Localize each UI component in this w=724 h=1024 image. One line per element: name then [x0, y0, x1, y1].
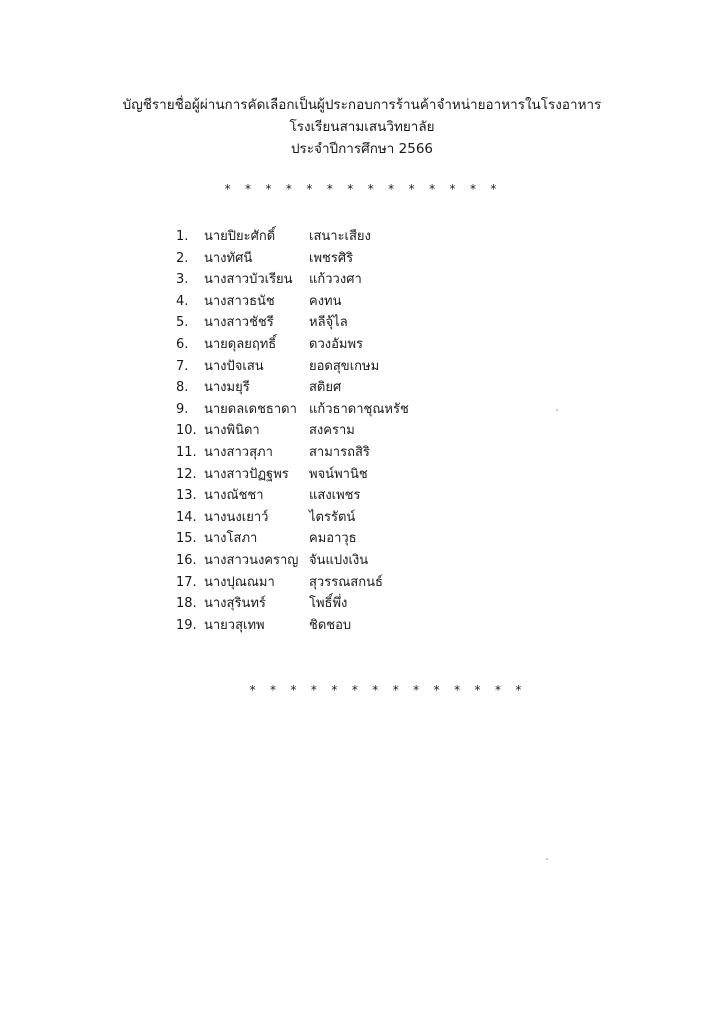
person-last-name: หลีจุ้ไล — [309, 315, 348, 331]
person-last-name: แก้ววงศา — [309, 272, 362, 288]
document-title: บัญชีรายชื่อผู้ผ่านการคัดเลือกเป็นผู้ประกอบการร้านค้าจำหน่ายอาหารในโรงอาหาร — [122, 97, 602, 113]
list-item — [176, 356, 476, 378]
first-name-text: นายปิยะศักดิ์ — [204, 229, 276, 244]
person-first-name — [176, 507, 268, 529]
person-last-name: พจน์พานิช — [309, 466, 368, 482]
first-name-text: นางปุณณมา — [204, 574, 275, 590]
person-first-name — [176, 593, 266, 615]
first-name-text: นางสาวสุภา — [204, 444, 273, 460]
list-item — [176, 334, 476, 356]
first-name-text: นางมยุรี — [204, 380, 250, 396]
first-name-text: นางทัศนี — [204, 250, 253, 266]
name-list — [176, 226, 476, 636]
divider-top: * * * * * * * * * * * * * * — [223, 182, 501, 196]
list-item — [176, 420, 476, 442]
person-last-name: คมอาวุธ — [309, 531, 357, 547]
person-last-name: สุวรรณสกนธ์ — [309, 574, 383, 590]
person-first-name — [176, 464, 289, 486]
list-item — [176, 399, 476, 421]
item-number: 13. — [176, 488, 197, 504]
person-last-name: สามารถสิริ — [309, 444, 370, 460]
first-name-text: นายดุลยฤทธิ์ — [204, 336, 277, 352]
person-first-name — [176, 269, 293, 291]
person-first-name — [176, 377, 250, 399]
list-item — [176, 550, 476, 572]
person-first-name — [176, 334, 276, 356]
person-last-name: ไตรรัตน์ — [309, 509, 356, 525]
list-item — [176, 464, 476, 486]
first-name-text: นางนงเยาว์ — [204, 509, 269, 525]
person-first-name — [176, 572, 275, 594]
item-number: 7. — [176, 358, 189, 374]
scan-speck — [556, 409, 558, 411]
first-name-text: นางสุรินทร์ — [204, 596, 266, 612]
person-last-name: โพธิ์พึ่ง — [309, 596, 348, 612]
first-name-text: นางณัชชา — [204, 488, 264, 504]
list-item — [176, 226, 476, 248]
item-number: 5. — [176, 315, 189, 331]
list-item — [176, 572, 476, 594]
first-name-text: นางสาวธนัช — [204, 293, 275, 309]
person-last-name: คงทน — [309, 293, 342, 309]
list-item — [176, 485, 476, 507]
item-number: 16. — [176, 552, 197, 568]
item-number: 11. — [176, 444, 197, 460]
person-first-name — [176, 420, 260, 442]
list-item — [176, 615, 476, 637]
first-name-text: นางปัจเสน — [204, 358, 264, 374]
person-first-name — [176, 399, 297, 421]
person-last-name: เสนาะเสียง — [309, 229, 371, 244]
item-number: 19. — [176, 617, 197, 633]
person-last-name: ดวงอัมพร — [309, 336, 364, 352]
first-name-text: นางสาวนงคราญ — [204, 552, 299, 568]
first-name-text: นางสาวชัชรี — [204, 315, 274, 331]
item-number: 12. — [176, 466, 197, 482]
person-first-name — [176, 615, 265, 637]
divider-bottom: * * * * * * * * * * * * * * — [248, 683, 526, 697]
item-number: 15. — [176, 531, 197, 547]
person-first-name — [176, 528, 257, 550]
item-number: 17. — [176, 574, 197, 590]
item-number: 18. — [176, 596, 197, 612]
first-name-text: นายวสุเทพ — [204, 617, 265, 633]
first-name-text: นางสาวปัฏฐพร — [204, 466, 289, 482]
list-item — [176, 507, 476, 529]
person-first-name — [176, 550, 298, 572]
first-name-text: นางพินิดา — [204, 423, 260, 439]
person-last-name: แก้วธาดาชุณหรัช — [309, 401, 409, 417]
person-first-name — [176, 356, 264, 378]
academic-year: ประจำปีการศึกษา 2566 — [290, 141, 433, 157]
person-first-name — [176, 248, 252, 270]
person-first-name — [176, 291, 275, 313]
person-last-name: ชิดชอบ — [309, 617, 352, 633]
person-first-name — [176, 226, 275, 248]
item-number: 8. — [176, 380, 189, 396]
list-item — [176, 291, 476, 313]
list-item — [176, 312, 476, 334]
list-item — [176, 248, 476, 270]
list-item — [176, 593, 476, 615]
person-last-name: ยอดสุขเกษม — [309, 358, 380, 374]
first-name-text: นางสาวบัวเรียน — [204, 272, 293, 288]
item-number: 1. — [176, 229, 189, 244]
scan-speck — [546, 858, 548, 860]
person-last-name: สติยศ — [309, 380, 342, 396]
item-number: 6. — [176, 336, 189, 352]
first-name-text: นางโสภา — [204, 531, 258, 547]
first-name-text: นายดลเดชธาดา — [204, 401, 297, 417]
person-first-name — [176, 312, 274, 334]
list-item — [176, 442, 476, 464]
list-item — [176, 528, 476, 550]
item-number: 14. — [176, 509, 197, 525]
person-last-name: สงคราม — [309, 423, 355, 439]
person-last-name: จันแปงเงิน — [309, 552, 369, 568]
item-number: 10. — [176, 423, 197, 439]
person-first-name — [176, 485, 264, 507]
item-number: 4. — [176, 293, 189, 309]
person-first-name — [176, 442, 273, 464]
person-last-name: เพชรศิริ — [309, 250, 354, 266]
item-number: 3. — [176, 272, 189, 288]
document-header — [0, 94, 724, 160]
list-item — [176, 269, 476, 291]
person-last-name: แสงเพชร — [309, 488, 361, 504]
list-item — [176, 377, 476, 399]
item-number: 9. — [176, 401, 189, 417]
school-name: โรงเรียนสามเสนวิทยาลัย — [289, 119, 435, 135]
item-number: 2. — [176, 250, 189, 266]
